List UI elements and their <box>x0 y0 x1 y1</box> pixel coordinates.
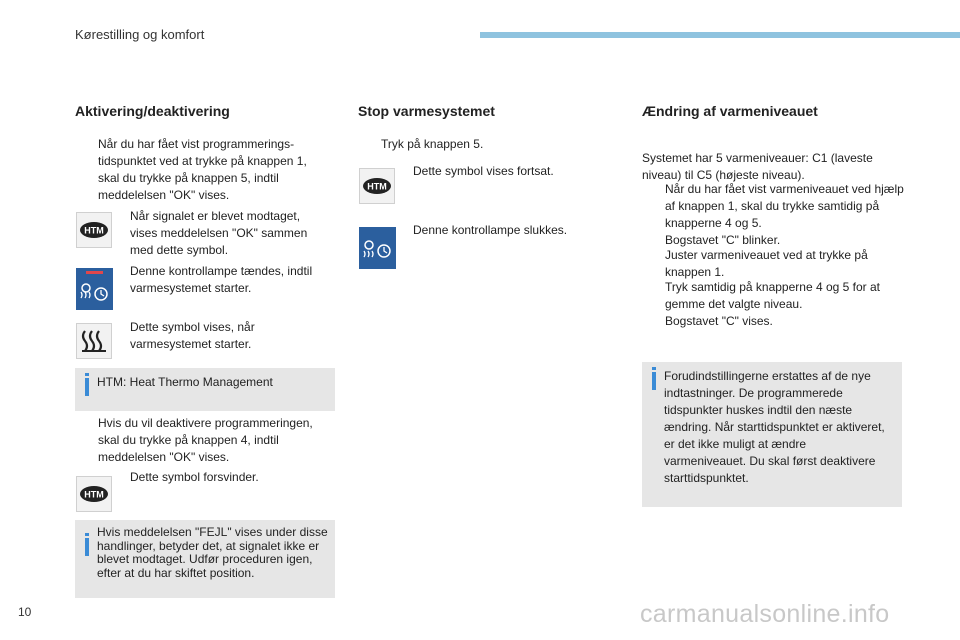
page-header-title: Kørestilling og komfort <box>75 27 205 42</box>
bullet-text: Tryk samtidig på knapperne 4 og 5 for at gemme det valgte niveau. <box>665 280 881 311</box>
icon-description: Dette symbol vises fortsat. <box>413 164 554 178</box>
header-accent-bar <box>480 32 960 38</box>
htm-icon <box>76 212 112 248</box>
htm-icon <box>76 476 112 512</box>
info-text: Hvis meddelelsen "FEJL" vises under disse handlinger, betyder det, at signalet ikke er blevet modtaget. Udfør proceduren igen, efter at du har skiftet position. <box>97 525 328 580</box>
svg-text:HTM: HTM <box>367 181 387 192</box>
info-icon <box>85 533 89 536</box>
icon-description: Dette symbol vises, når varmesystemet starter. <box>130 320 255 351</box>
section-heading-stop: Stop varmesystemet <box>358 103 495 119</box>
bullet-subtext: Bogstavet "C" vises. <box>665 314 773 328</box>
bullet-text: Når du har fået vist varmeniveauet ved hjælp af knappen 1, skal du trykke samtidig på knapperne 4 og 5. <box>665 182 904 230</box>
bullet-text: Hvis du vil deaktivere programmeringen, skal du trykke på knappen 4, indtil meddelelsen "OK" vises. <box>98 416 313 464</box>
info-text: HTM: Heat Thermo Management <box>97 375 273 389</box>
heater-lamp-icon <box>76 268 113 310</box>
info-box-htm <box>75 368 335 411</box>
bullet-subtext: Bogstavet "C" blinker. <box>665 233 781 247</box>
heat-waves-icon <box>76 323 112 359</box>
info-box-presets <box>642 362 902 507</box>
info-text: Forudindstillingerne erstattes af de nye indtastninger. De programmerede tidspunkter huskes indtil den næste ændring. Når starttidspunktet er aktiveret, er det ikke muligt at ændre varmeniveauet. Du skal først deaktivere starttidspunktet. <box>664 369 885 485</box>
watermark: carmanualsonline.info <box>640 600 890 628</box>
icon-description: Dette symbol forsvinder. <box>130 470 259 484</box>
icon-description: Når signalet er blevet modtaget, vises meddelelsen "OK" sammen med dette symbol. <box>130 209 308 257</box>
icon-description: Denne kontrollampe tændes, indtil varmesystemet starter. <box>130 264 313 295</box>
intro-text: Systemet har 5 varmeniveauer: C1 (laveste niveau) til C5 (højeste niveau). <box>642 151 873 182</box>
svg-text:HTM: HTM <box>84 225 104 236</box>
bullet-text: Når du har fået vist programmerings-tidspunktet ved at trykke på knappen 1, skal du trykke på knappen 5, indtil meddelelsen "OK" vises. <box>98 137 307 202</box>
bullet-text: Juster varmeniveauet ved at trykke på knappen 1. <box>665 248 868 279</box>
htm-icon <box>359 168 395 204</box>
info-icon <box>85 373 89 376</box>
info-box-error <box>75 520 335 598</box>
info-icon <box>652 367 656 370</box>
bullet-text: Tryk på knappen 5. <box>381 137 484 151</box>
svg-text:HTM: HTM <box>84 489 104 500</box>
section-heading-change-level: Ændring af varmeniveauet <box>642 103 818 119</box>
page-number: 10 <box>18 605 32 619</box>
heater-lamp-off-icon <box>359 227 396 269</box>
section-heading-activation: Aktivering/deaktivering <box>75 103 230 119</box>
icon-description: Denne kontrollampe slukkes. <box>413 223 568 237</box>
